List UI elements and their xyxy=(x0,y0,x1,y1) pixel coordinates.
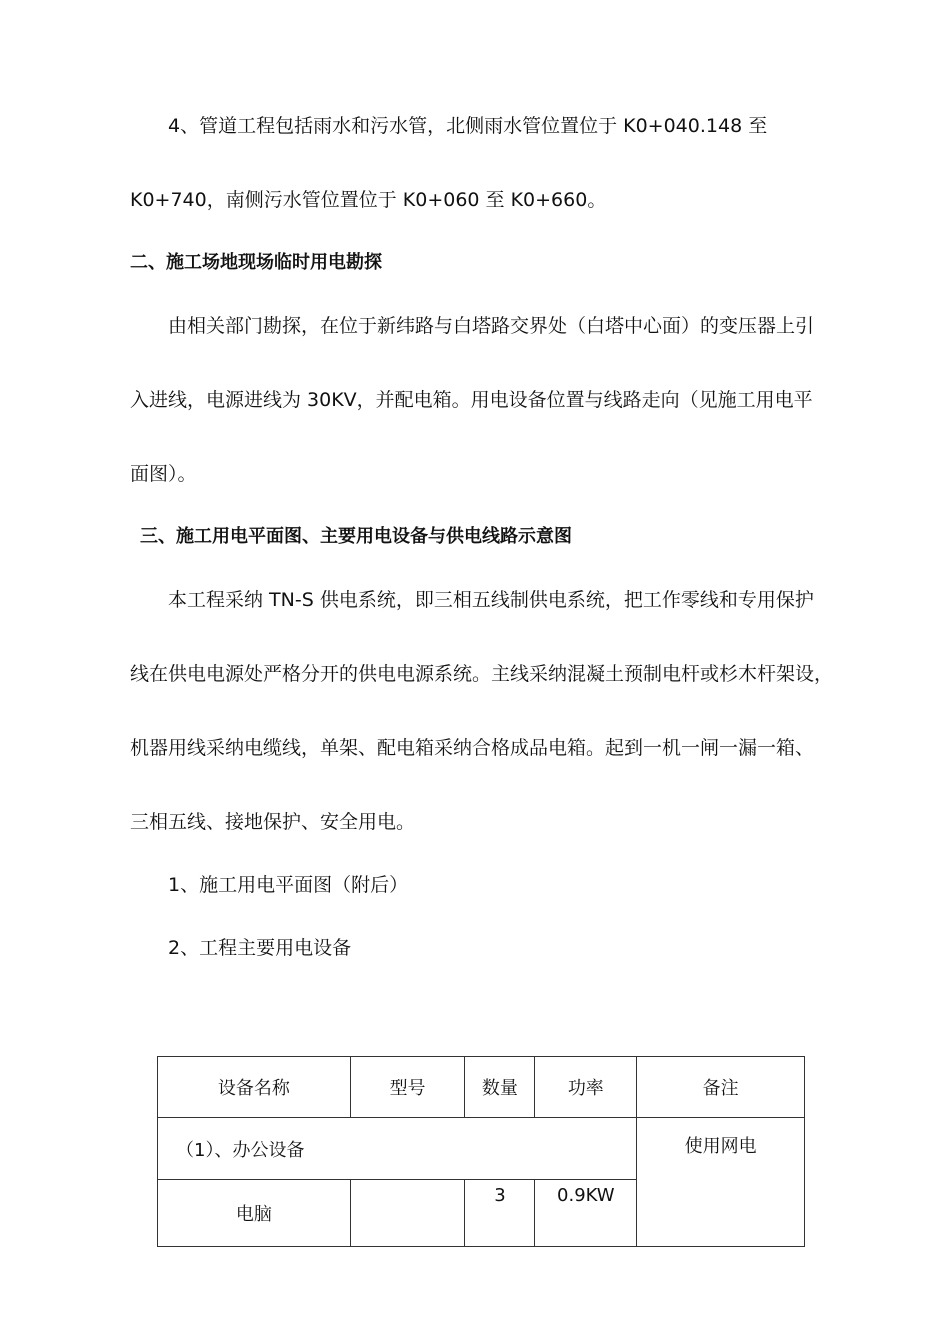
paragraph-system-line1: 本工程采纳 TN-S 供电系统，即三相五线制供电系统，把工作零线和专用保护 xyxy=(168,589,814,611)
paragraph-system-line2: 线在供电电源处严格分开的供电电源系统。主线采纳混凝土预制电杆或杉木杆架设， xyxy=(130,663,834,685)
paragraph-system-line3: 机器用线采纳电缆线，单架、配电箱采纳合格成品电箱。起到一机一闸一漏一箱、 xyxy=(130,737,815,759)
cell-model xyxy=(350,1180,465,1247)
cell-power: 0.9KW xyxy=(535,1180,637,1247)
list-item-power-plan: 1、施工用电平面图（附后） xyxy=(168,874,409,896)
section-heading-power-survey: 二、施工场地现场临时用电勘探 xyxy=(130,252,382,273)
table-header-row xyxy=(158,1057,805,1118)
header-quantity: 数量 xyxy=(465,1057,535,1118)
group-label-office-equipment: （1）、办公设备 xyxy=(158,1118,637,1180)
cell-quantity: 3 xyxy=(465,1180,535,1247)
paragraph-survey-line2: 入进线，电源进线为 30KV，并配电箱。用电设备位置与线路走向（见施工用电平 xyxy=(130,389,813,411)
paragraph-survey-line1: 由相关部门勘探，在位于新纬路与白塔路交界处（白塔中心面）的变压器上引 xyxy=(168,315,815,337)
header-model: 型号 xyxy=(350,1057,465,1118)
header-equipment-name: 设备名称 xyxy=(158,1057,351,1118)
paragraph-pipeline-line2: K0+740，南侧污水管位置位于 K0+060 至 K0+660。 xyxy=(130,189,607,211)
paragraph-pipeline-line1: 4、管道工程包括雨水和污水管，北侧雨水管位置位于 K0+040.148 至 xyxy=(168,115,768,137)
section-heading-power-plan: 三、施工用电平面图、主要用电设备与供电线路示意图 xyxy=(140,526,572,547)
equipment-table xyxy=(157,1056,805,1247)
group-note: 使用网电 xyxy=(637,1118,805,1247)
header-power: 功率 xyxy=(535,1057,637,1118)
list-item-main-equipment: 2、工程主要用电设备 xyxy=(168,937,352,959)
paragraph-survey-line3: 面图）。 xyxy=(130,463,197,485)
cell-equipment-name: 电脑 xyxy=(158,1180,351,1247)
table-group-row xyxy=(158,1118,805,1180)
paragraph-system-line4: 三相五线、接地保护、安全用电。 xyxy=(130,811,416,833)
header-remarks: 备注 xyxy=(637,1057,805,1118)
